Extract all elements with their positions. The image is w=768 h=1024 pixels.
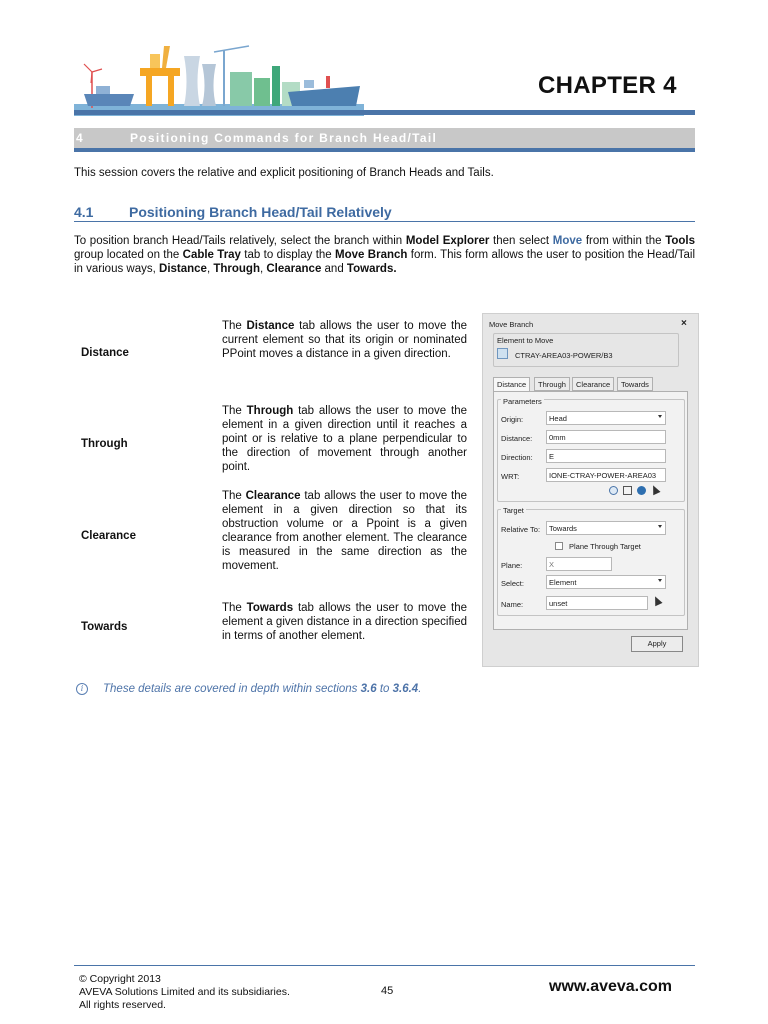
footer-rule — [74, 965, 695, 966]
term-clearance: Clearance — [81, 530, 136, 542]
direction-label: Direction: — [501, 453, 533, 462]
dialog-title: Move Branch — [489, 320, 534, 329]
wrt-input[interactable]: IONE-CTRAY-POWER-AREA03 — [546, 468, 666, 482]
copyright — [79, 973, 290, 1012]
element-group-label: Element to Move — [497, 336, 554, 345]
info-icon: i — [76, 683, 88, 695]
page-number: 45 — [381, 985, 394, 997]
note-text: These details are covered in depth within sections 3.6 to 3.6.4. — [103, 683, 422, 695]
copyright-line-1: © Copyright 2013 — [79, 973, 161, 985]
wrt-label: WRT: — [501, 472, 520, 481]
parameters-label: Parameters — [503, 397, 542, 406]
subsection-number: 4.1 — [74, 204, 94, 220]
plane-label: Plane: — [501, 561, 523, 570]
desc-clearance: The Clearance tab allows the user to move the element in a given direction so that its obstruction volume or a Ppoint is a given clearance from another element. The clearance is measured in the same direction as the movement. — [222, 490, 467, 572]
copyright-line-3: All rights reserved. — [79, 999, 166, 1011]
chevron-down-icon — [658, 579, 662, 582]
desc-distance: The Distance tab allows the user to move the current element so that its origin or nominated PPoint moves a distance in a given direction. — [222, 320, 467, 360]
target-label: Target — [503, 506, 524, 515]
header-illustration — [74, 42, 364, 116]
body-paragraph: To position branch Head/Tails relatively, select the branch within Model Explorer then select Move from within the Tools group located on the Cable Tray tab to display the Move Branch form. This form allows the user to position the Head/Tail in various ways, Distance, Through, Clearance and Towards. — [74, 235, 696, 275]
direction-input[interactable]: E — [546, 449, 666, 463]
section-bar-rule — [74, 148, 695, 152]
relative-to-label: Relative To: — [501, 525, 541, 534]
subsection-rule — [74, 221, 695, 222]
element-value: CTRAY-AREA03-POWER/B3 — [515, 351, 613, 360]
element-icon — [497, 348, 508, 359]
tab-distance[interactable]: Distance — [493, 377, 530, 392]
section-number: 4 — [76, 131, 84, 145]
term-distance: Distance — [81, 347, 129, 359]
term-through: Through — [81, 438, 128, 450]
origin-select[interactable]: Head — [546, 411, 666, 425]
chevron-down-icon — [658, 525, 662, 528]
globe-icon[interactable] — [637, 486, 646, 495]
apply-button[interactable]: Apply — [631, 636, 683, 652]
header-rule — [74, 110, 695, 115]
relative-to-select[interactable]: Towards — [546, 521, 666, 535]
distance-label: Distance: — [501, 434, 533, 443]
chevron-down-icon — [658, 415, 662, 418]
plane-through-label: Plane Through Target — [569, 542, 641, 551]
desc-through: The Through tab allows the user to move the element in a given direction until it reaches a point or is relative to a plane perpendicular to the direction of movement through another point. — [222, 405, 467, 473]
name-label: Name: — [501, 600, 524, 609]
select-dropdown[interactable]: Element — [546, 575, 666, 589]
section-title: Positioning Commands for Branch Head/Tail — [130, 131, 438, 145]
origin-label: Origin: — [501, 415, 524, 424]
plane-through-checkbox[interactable] — [555, 542, 563, 550]
name-input[interactable]: unset — [546, 596, 648, 610]
tab-towards[interactable]: Towards — [617, 377, 653, 391]
tab-through[interactable]: Through — [534, 377, 570, 391]
close-icon[interactable]: × — [681, 318, 687, 329]
plane-input[interactable]: X — [546, 557, 612, 571]
website-link[interactable]: www.aveva.com — [549, 978, 673, 995]
hierarchy-icon[interactable] — [623, 486, 632, 495]
move-branch-dialog — [482, 313, 699, 667]
intro-text: This session covers the relative and explicit positioning of Branch Heads and Tails. — [74, 167, 494, 179]
distance-input[interactable]: 0mm — [546, 430, 666, 444]
chapter-title: CHAPTER 4 — [538, 72, 677, 99]
select-label: Select: — [501, 579, 524, 588]
subsection-title: Positioning Branch Head/Tail Relatively — [129, 204, 392, 220]
tab-clearance[interactable]: Clearance — [572, 377, 614, 391]
term-towards: Towards — [81, 621, 128, 633]
copyright-line-2: AVEVA Solutions Limited and its subsidiaries. — [79, 986, 290, 998]
desc-towards: The Towards tab allows the user to move the element a given distance in a direction specified in terms of another element. — [222, 602, 467, 642]
pick-icon[interactable] — [609, 486, 618, 495]
